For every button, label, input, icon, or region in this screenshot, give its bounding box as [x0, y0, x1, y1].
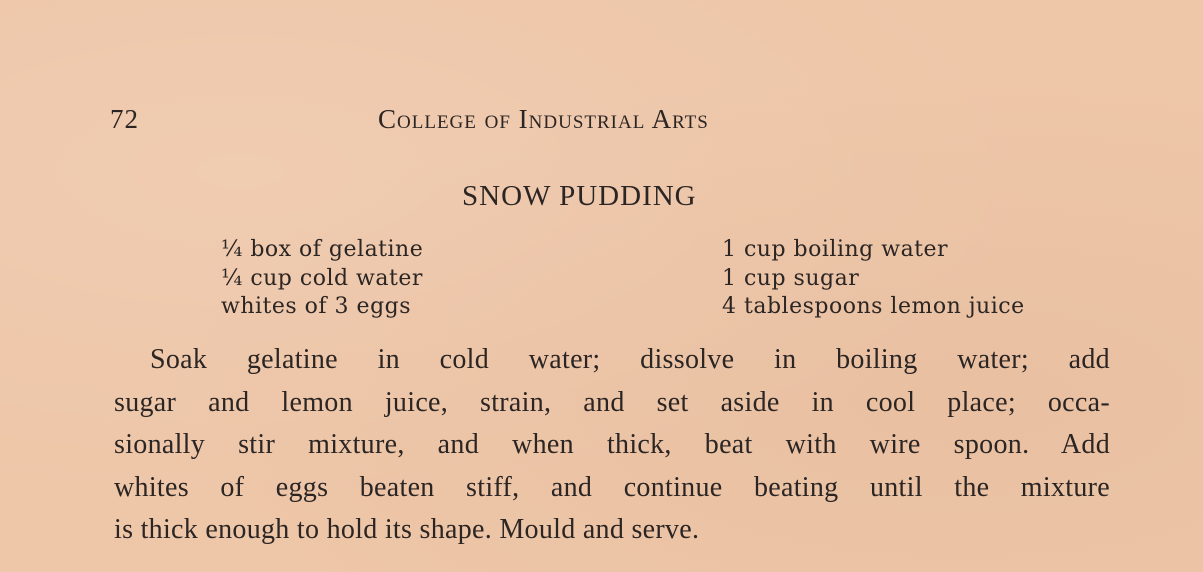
recipe-title: SNOW PUDDING: [462, 180, 697, 212]
ingredient-item: ¼ box of gelatine: [221, 237, 424, 262]
ingredient-list-right: [722, 236, 1025, 322]
ingredient-list-left: [221, 236, 423, 322]
recipe-directions: [114, 339, 1110, 552]
ingredient-item: 1 cup sugar: [722, 265, 860, 291]
directions-line: sugar and lemon juice, strain, and set aside in cool place; occa-: [114, 386, 1110, 418]
directions-line: whites of eggs beaten stiff, and continue beating until the mixture: [114, 471, 1110, 503]
directions-line: Soak gelatine in cold water; dissolve in boiling water; add: [150, 344, 1110, 375]
page-number: 72: [110, 104, 139, 134]
directions-line: is thick enough to hold its shape. Mould and serve.: [114, 514, 700, 545]
ingredient-item: ¼ cup cold water: [221, 265, 423, 291]
ingredient-item: whites of 3 eggs: [221, 294, 412, 319]
directions-line: sionally stir mixture, and when thick, beat with wire spoon. Add: [114, 429, 1110, 460]
running-head: College of Industrial Arts: [378, 104, 709, 134]
ingredient-item: 4 tablespoons lemon juice: [722, 294, 1025, 319]
ingredient-item: 1 cup boiling water: [722, 237, 949, 262]
